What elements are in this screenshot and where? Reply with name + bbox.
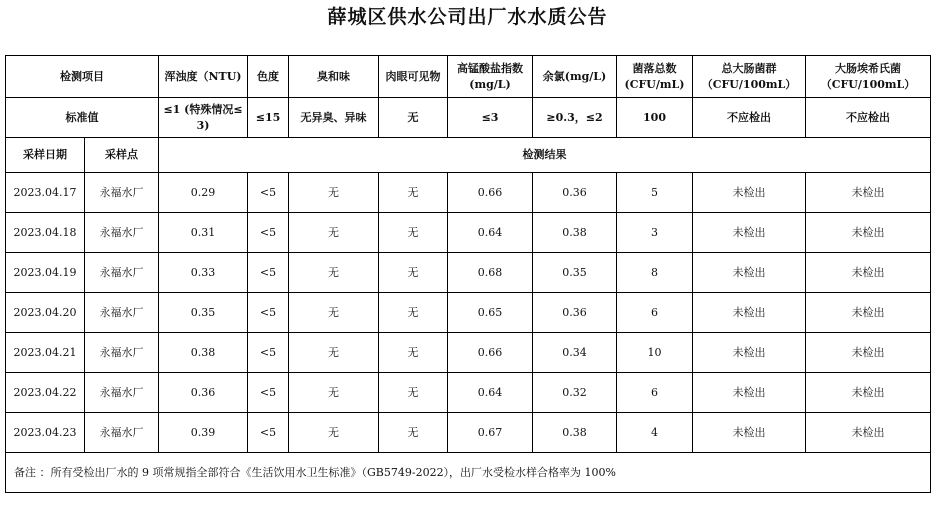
table-row xyxy=(6,413,931,453)
cell-visible: 无 xyxy=(379,253,448,293)
header-permanganate-line1: 高锰酸盐指数 xyxy=(457,61,523,75)
cell-visible: 无 xyxy=(379,213,448,253)
cell-bacteria: 8 xyxy=(617,253,693,293)
cell-coliform: 未检出 xyxy=(693,213,806,253)
cell-bacteria: 6 xyxy=(617,373,693,413)
cell-permanganate: 0.64 xyxy=(448,373,533,413)
cell-color: <5 xyxy=(248,293,289,333)
cell-visible: 无 xyxy=(379,173,448,213)
table-row xyxy=(6,173,931,213)
header-row xyxy=(6,56,931,98)
cell-chlorine: 0.38 xyxy=(533,413,617,453)
standard-turbidity xyxy=(159,98,248,138)
cell-odor: 无 xyxy=(289,173,379,213)
cell-bacteria: 6 xyxy=(617,293,693,333)
cell-color: <5 xyxy=(248,373,289,413)
cell-chlorine: 0.38 xyxy=(533,213,617,253)
cell-date: 2023.04.22 xyxy=(6,373,85,413)
header-color: 色度 xyxy=(248,56,289,98)
cell-bacteria: 3 xyxy=(617,213,693,253)
header-ecoli xyxy=(806,56,931,98)
cell-coliform: 未检出 xyxy=(693,413,806,453)
standard-row xyxy=(6,98,931,138)
table-row xyxy=(6,293,931,333)
cell-color: <5 xyxy=(248,213,289,253)
cell-odor: 无 xyxy=(289,413,379,453)
header-ecoli-line2: （CFU/100mL） xyxy=(820,77,916,91)
cell-bacteria: 10 xyxy=(617,333,693,373)
cell-coliform: 未检出 xyxy=(693,373,806,413)
table-row xyxy=(6,333,931,373)
note-text: 备注 ：所有受检出厂水的 9 项常规指全部符合《生活饮用水卫生标准》（GB5749-2022），出厂水受检水样合格率为 100% xyxy=(6,453,931,493)
standard-coliform: 不应检出 xyxy=(693,98,806,138)
cell-ecoli: 未检出 xyxy=(806,173,931,213)
cell-site: 永福水厂 xyxy=(85,213,159,253)
header-visible: 肉眼可见物 xyxy=(379,56,448,98)
cell-coliform: 未检出 xyxy=(693,293,806,333)
cell-ecoli: 未检出 xyxy=(806,213,931,253)
table-row xyxy=(6,253,931,293)
cell-bacteria: 5 xyxy=(617,173,693,213)
cell-ecoli: 未检出 xyxy=(806,333,931,373)
standard-label: 标准值 xyxy=(6,98,159,138)
standard-color: ≤15 xyxy=(248,98,289,138)
cell-color: <5 xyxy=(248,173,289,213)
header-bacteria-line2: (CFU/mL) xyxy=(624,77,685,91)
cell-date: 2023.04.18 xyxy=(6,213,85,253)
cell-date: 2023.04.20 xyxy=(6,293,85,333)
cell-turbidity: 0.29 xyxy=(159,173,248,213)
page-title: 薛城区供水公司出厂水水质公告 xyxy=(327,6,608,28)
header-coliform-line1: 总大肠菌群 xyxy=(721,61,777,75)
cell-chlorine: 0.36 xyxy=(533,173,617,213)
cell-site: 永福水厂 xyxy=(85,373,159,413)
header-turbidity: 浑浊度（NTU) xyxy=(159,56,248,98)
cell-visible: 无 xyxy=(379,373,448,413)
cell-date: 2023.04.21 xyxy=(6,333,85,373)
header-bacteria-line1: 菌落总数 xyxy=(632,61,677,75)
subheader-row xyxy=(6,138,931,173)
cell-ecoli: 未检出 xyxy=(806,253,931,293)
standard-visible: 无 xyxy=(379,98,448,138)
cell-coliform: 未检出 xyxy=(693,333,806,373)
cell-odor: 无 xyxy=(289,213,379,253)
cell-ecoli: 未检出 xyxy=(806,373,931,413)
header-ecoli-line1: 大肠埃希氏菌 xyxy=(835,61,901,75)
standard-ecoli: 不应检出 xyxy=(806,98,931,138)
cell-site: 永福水厂 xyxy=(85,173,159,213)
cell-turbidity: 0.33 xyxy=(159,253,248,293)
standard-bacteria: 100 xyxy=(617,98,693,138)
cell-chlorine: 0.32 xyxy=(533,373,617,413)
standard-turbidity-line2: 3) xyxy=(196,118,210,132)
table-row xyxy=(6,373,931,413)
cell-turbidity: 0.39 xyxy=(159,413,248,453)
header-coliform-line2: （CFU/100mL） xyxy=(701,77,797,91)
standard-permanganate: ≤3 xyxy=(448,98,533,138)
header-permanganate xyxy=(448,56,533,98)
cell-odor: 无 xyxy=(289,253,379,293)
cell-visible: 无 xyxy=(379,413,448,453)
cell-color: <5 xyxy=(248,413,289,453)
cell-bacteria: 4 xyxy=(617,413,693,453)
cell-permanganate: 0.66 xyxy=(448,173,533,213)
subheader-date: 采样日期 xyxy=(6,138,85,173)
cell-permanganate: 0.64 xyxy=(448,213,533,253)
header-odor: 臭和味 xyxy=(289,56,379,98)
cell-coliform: 未检出 xyxy=(693,173,806,213)
water-quality-table xyxy=(5,55,931,493)
header-bacteria xyxy=(617,56,693,98)
standard-turbidity-line1: ≤1 (特殊情况≤ xyxy=(163,102,243,116)
standard-odor: 无异臭、异味 xyxy=(289,98,379,138)
cell-ecoli: 未检出 xyxy=(806,293,931,333)
cell-site: 永福水厂 xyxy=(85,253,159,293)
cell-chlorine: 0.34 xyxy=(533,333,617,373)
cell-site: 永福水厂 xyxy=(85,293,159,333)
cell-color: <5 xyxy=(248,333,289,373)
cell-permanganate: 0.66 xyxy=(448,333,533,373)
cell-site: 永福水厂 xyxy=(85,333,159,373)
cell-chlorine: 0.35 xyxy=(533,253,617,293)
cell-permanganate: 0.67 xyxy=(448,413,533,453)
cell-turbidity: 0.36 xyxy=(159,373,248,413)
standard-chlorine: ≥0.3，≤2 xyxy=(533,98,617,138)
cell-date: 2023.04.19 xyxy=(6,253,85,293)
subheader-results: 检测结果 xyxy=(159,138,931,173)
cell-permanganate: 0.65 xyxy=(448,293,533,333)
header-item: 检测项目 xyxy=(6,56,159,98)
header-chlorine: 余氯(mg/L) xyxy=(533,56,617,98)
cell-coliform: 未检出 xyxy=(693,253,806,293)
cell-visible: 无 xyxy=(379,333,448,373)
table-row xyxy=(6,213,931,253)
cell-odor: 无 xyxy=(289,333,379,373)
cell-turbidity: 0.38 xyxy=(159,333,248,373)
subheader-site: 采样点 xyxy=(85,138,159,173)
cell-odor: 无 xyxy=(289,293,379,333)
cell-turbidity: 0.31 xyxy=(159,213,248,253)
note-row xyxy=(6,453,931,493)
cell-date: 2023.04.17 xyxy=(6,173,85,213)
cell-turbidity: 0.35 xyxy=(159,293,248,333)
cell-ecoli: 未检出 xyxy=(806,413,931,453)
cell-visible: 无 xyxy=(379,293,448,333)
cell-date: 2023.04.23 xyxy=(6,413,85,453)
cell-chlorine: 0.36 xyxy=(533,293,617,333)
cell-odor: 无 xyxy=(289,373,379,413)
header-permanganate-line2: (mg/L) xyxy=(469,77,511,91)
cell-color: <5 xyxy=(248,253,289,293)
cell-site: 永福水厂 xyxy=(85,413,159,453)
cell-permanganate: 0.68 xyxy=(448,253,533,293)
header-coliform xyxy=(693,56,806,98)
